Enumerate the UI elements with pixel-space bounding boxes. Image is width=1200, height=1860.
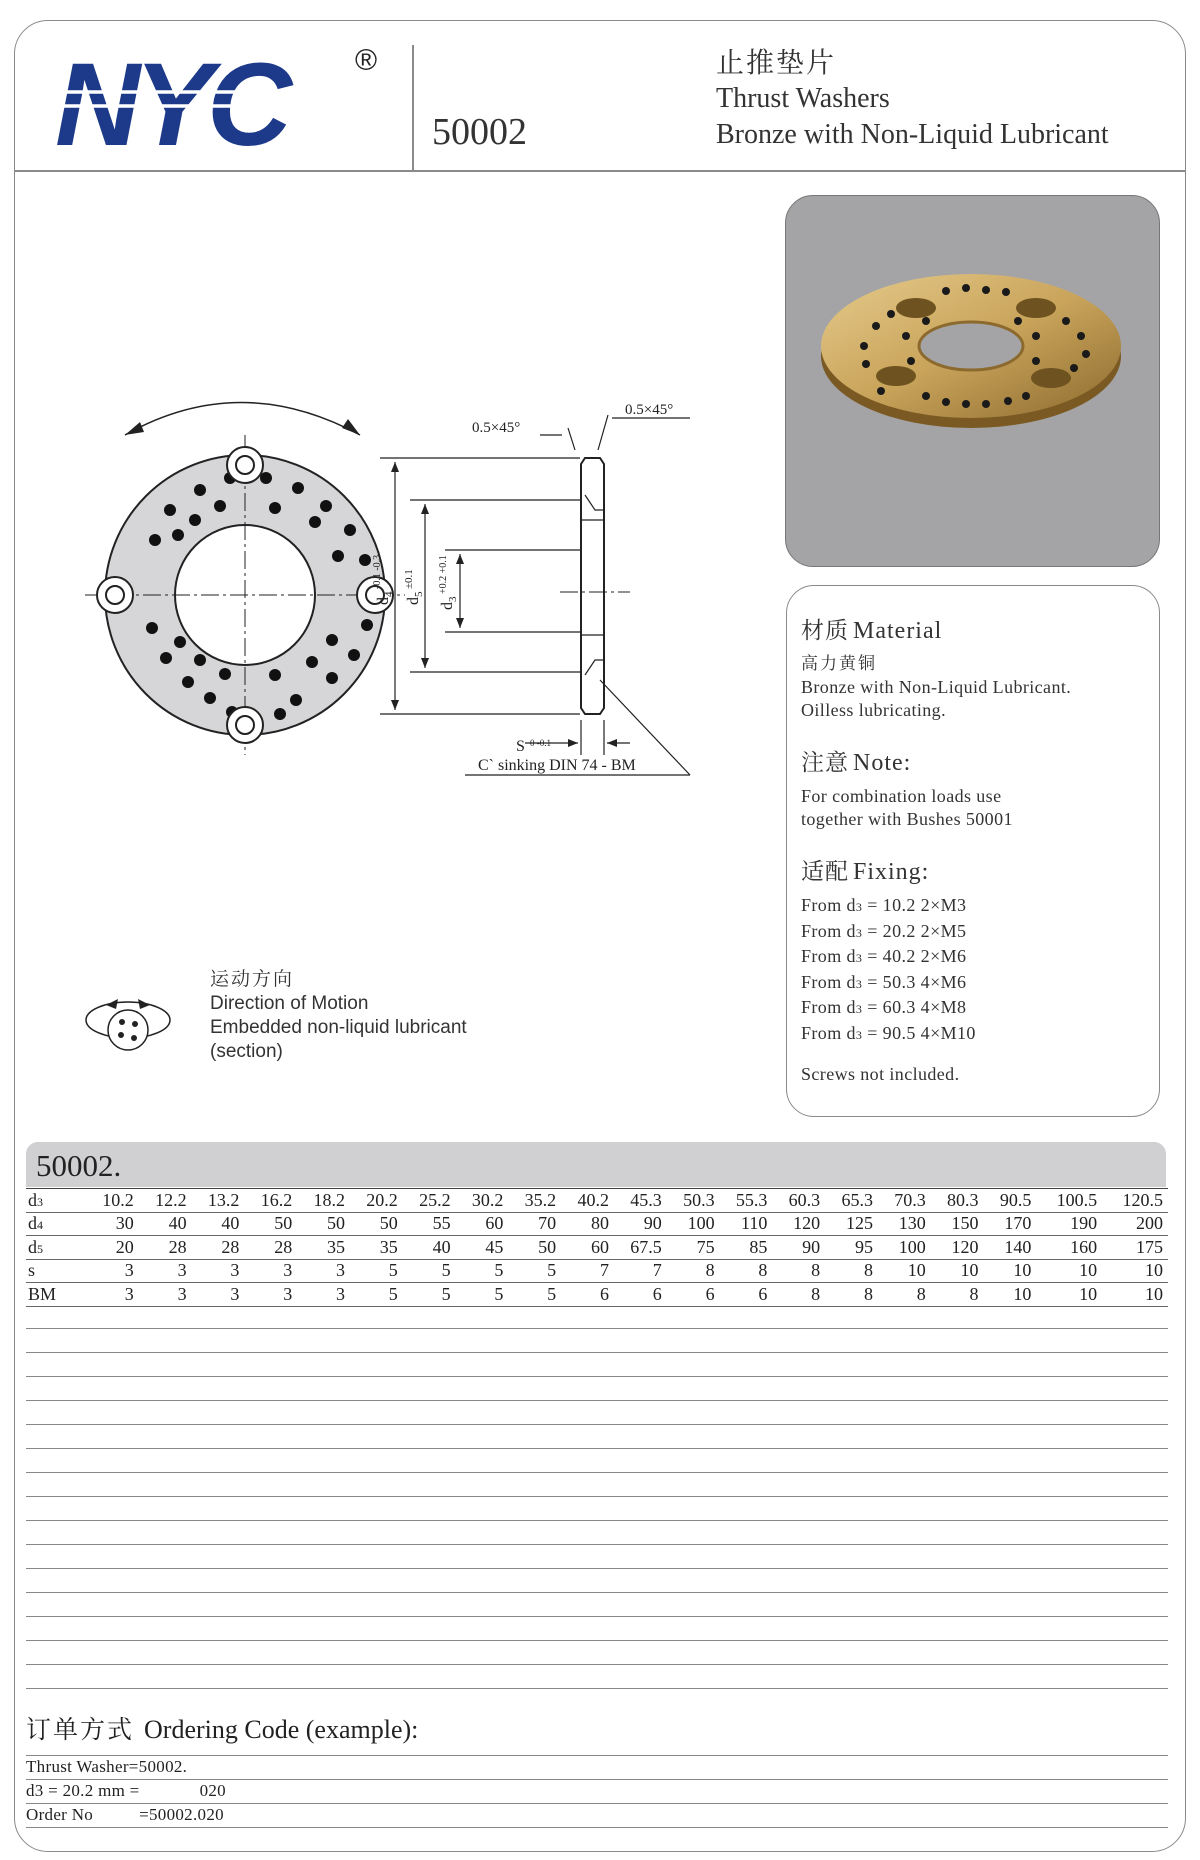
legend-chinese: 运动方向	[210, 969, 295, 990]
table-cell: 35	[297, 1236, 350, 1260]
table-cell: 175	[1102, 1236, 1168, 1260]
ordering-line-3: Order No =50002.020	[26, 1805, 224, 1824]
table-cell: 10	[984, 1283, 1037, 1307]
table-cell: 28	[139, 1236, 192, 1260]
note-heading: 注意 Note:	[801, 750, 912, 776]
table-cell: 5	[403, 1259, 456, 1283]
table-cell: 20.2	[350, 1189, 403, 1213]
svg-text:d4: $d_4$	[375, 591, 395, 605]
table-cell: 50	[350, 1212, 403, 1236]
table-header-bar	[26, 1142, 1166, 1187]
ordering-rule	[26, 1827, 1168, 1828]
svg-text:d5: $d_5$	[405, 591, 425, 605]
table-cell: 3	[297, 1259, 350, 1283]
blank-rule	[26, 1472, 1168, 1473]
table-cell: 10.2	[86, 1189, 139, 1213]
title-subtitle: Bronze with Non-Liquid Lubricant	[716, 119, 1109, 150]
table-cell: 130	[878, 1212, 931, 1236]
table-cell: 10	[1102, 1283, 1168, 1307]
table-cell: 20	[86, 1236, 139, 1260]
table-cell: 200	[1102, 1212, 1168, 1236]
table-cell: 35	[350, 1236, 403, 1260]
title-block	[716, 45, 1109, 153]
table-cell: 40	[403, 1236, 456, 1260]
blank-rule	[26, 1640, 1168, 1641]
note-line-1: For combination loads use	[801, 786, 1002, 806]
title-chinese: 止推垫片	[716, 46, 837, 79]
table-cell: 90	[772, 1236, 825, 1260]
table-cell: 10	[931, 1259, 984, 1283]
table-cell: 25.2	[403, 1189, 456, 1213]
table-cell: 5	[350, 1259, 403, 1283]
s-label: S	[516, 738, 525, 755]
table-cell: 120	[772, 1212, 825, 1236]
table-row	[26, 1189, 1168, 1213]
material-heading: 材质 Material	[801, 618, 943, 644]
row-label: d5	[26, 1236, 86, 1260]
table-cell: 150	[931, 1212, 984, 1236]
fixing-line: From d3 = 90.5 4×M10	[801, 1022, 976, 1043]
screws-note: Screws not included.	[801, 1064, 960, 1084]
table-cell: 80	[561, 1212, 614, 1236]
table-cell: 60	[561, 1236, 614, 1260]
blank-rule	[26, 1520, 1168, 1521]
material-line-2: Oilless lubricating.	[801, 700, 946, 720]
table-cell: 8	[825, 1283, 878, 1307]
table-cell: 7	[614, 1259, 667, 1283]
table-cell: 140	[984, 1236, 1037, 1260]
table-cell: 40	[139, 1212, 192, 1236]
table-cell: 50	[508, 1236, 561, 1260]
d5-label	[403, 569, 425, 605]
blank-rule	[26, 1352, 1168, 1353]
ordering-line-2: d3 = 20.2 mm = 020	[26, 1781, 226, 1800]
title-english: Thrust Washers	[716, 83, 890, 114]
table-cell: 40.2	[561, 1189, 614, 1213]
table-cell: 3	[244, 1259, 297, 1283]
ordering-rule	[26, 1755, 1168, 1756]
nyc-logo	[55, 40, 395, 160]
table-cell: 75	[667, 1236, 720, 1260]
blank-rule	[26, 1688, 1168, 1689]
table-cell: 6	[720, 1283, 773, 1307]
table-cell: 100	[878, 1236, 931, 1260]
table-cell: 55	[403, 1212, 456, 1236]
table-cell: 190	[1036, 1212, 1102, 1236]
table-cell: 5	[508, 1259, 561, 1283]
table-cell: 3	[192, 1283, 245, 1307]
table-cell: 28	[192, 1236, 245, 1260]
table-row	[26, 1212, 1168, 1236]
table-cell: 70.3	[878, 1189, 931, 1213]
material-section	[801, 612, 1145, 722]
fixing-line: From d3 = 40.2 2×M6	[801, 946, 967, 966]
table-cell: 10	[878, 1259, 931, 1283]
table-cell: 5	[456, 1283, 509, 1307]
svg-text:+0.2 +0.1: +0.2 +0.1	[438, 555, 449, 594]
note-line-2: together with Bushes 50001	[801, 809, 1013, 829]
table-cell: 45.3	[614, 1189, 667, 1213]
table-cell: 65.3	[825, 1189, 878, 1213]
table-row	[26, 1236, 1168, 1260]
table-cell: 10	[1036, 1283, 1102, 1307]
header-vertical-divider	[412, 45, 414, 170]
table-cell: 10	[984, 1259, 1037, 1283]
table-cell: 40	[192, 1212, 245, 1236]
arrow-left-icon	[125, 422, 144, 435]
table-cell: 30	[86, 1212, 139, 1236]
spec-table	[26, 1188, 1168, 1307]
material-line-1: Bronze with Non-Liquid Lubricant.	[801, 677, 1072, 697]
table-cell: 50	[244, 1212, 297, 1236]
fixing-heading: 适配 Fixing:	[801, 859, 930, 885]
s-tolerance: 0 -0.1	[530, 738, 551, 748]
logo-text: NYC	[55, 40, 287, 160]
table-cell: 110	[720, 1212, 773, 1236]
table-cell: 120	[931, 1236, 984, 1260]
table-cell: 100.5	[1036, 1189, 1102, 1213]
table-cell: 50.3	[667, 1189, 720, 1213]
table-cell: 3	[192, 1259, 245, 1283]
table-cell: 7	[561, 1259, 614, 1283]
product-photo	[785, 195, 1160, 567]
ordering-rule	[26, 1779, 1168, 1780]
table-cell: 60.3	[772, 1189, 825, 1213]
table-cell: 30.2	[456, 1189, 509, 1213]
table-cell: 70	[508, 1212, 561, 1236]
table-cell: 3	[86, 1283, 139, 1307]
note-section	[801, 744, 1145, 831]
fixing-line: From d3 = 60.3 4×M8	[801, 997, 967, 1017]
motion-legend-text	[210, 968, 467, 1064]
header-divider	[14, 170, 1186, 172]
table-cell: 5	[350, 1283, 403, 1307]
table-cell: 90	[614, 1212, 667, 1236]
table-row	[26, 1283, 1168, 1307]
table-cell: 10	[1102, 1259, 1168, 1283]
table-cell: 5	[456, 1259, 509, 1283]
fixing-line: From d3 = 20.2 2×M5	[801, 920, 967, 941]
table-cell: 8	[720, 1259, 773, 1283]
washer-front-view	[85, 435, 405, 755]
table-cell: 55.3	[720, 1189, 773, 1213]
table-cell: 170	[984, 1212, 1037, 1236]
blank-rule	[26, 1424, 1168, 1425]
model-number: 50002	[432, 111, 527, 153]
blank-rule	[26, 1496, 1168, 1497]
sinking-label: C` sinking DIN 74 - BM	[478, 757, 636, 774]
table-cell: 16.2	[244, 1189, 297, 1213]
d3-label	[438, 555, 459, 610]
table-cell: 13.2	[192, 1189, 245, 1213]
blank-rule	[26, 1616, 1168, 1617]
blank-rule	[26, 1592, 1168, 1593]
table-row	[26, 1259, 1168, 1283]
legend-line-1: Direction of Motion	[210, 993, 369, 1014]
table-cell: 18.2	[297, 1189, 350, 1213]
chamfer-left-label: 0.5×45°	[472, 420, 521, 436]
registered-mark: ®	[355, 44, 378, 77]
table-cell: 125	[825, 1212, 878, 1236]
ordering-title: 订单方式 Ordering Code (example):	[26, 1715, 419, 1744]
ordering-rule	[26, 1803, 1168, 1804]
table-cell: 3	[139, 1259, 192, 1283]
blank-rule	[26, 1568, 1168, 1569]
table-cell: 60	[456, 1212, 509, 1236]
table-cell: 67.5	[614, 1236, 667, 1260]
table-cell: 90.5	[984, 1189, 1037, 1213]
table-cell: 8	[667, 1259, 720, 1283]
svg-text:-0.1 -0.3: -0.1 -0.3	[372, 554, 383, 589]
info-panel	[786, 585, 1160, 1117]
table-cell: 95	[825, 1236, 878, 1260]
fixing-line: From d3 = 10.2 2×M3	[801, 895, 967, 915]
table-cell: 3	[297, 1283, 350, 1307]
table-title: 50002.	[36, 1148, 122, 1183]
table-cell: 6	[561, 1283, 614, 1307]
washer-section-view	[560, 458, 630, 714]
table-cell: 8	[772, 1283, 825, 1307]
table-cell: 8	[931, 1283, 984, 1307]
chamfer-right-label: 0.5×45°	[625, 402, 674, 418]
table-cell: 3	[139, 1283, 192, 1307]
svg-text:±0.1: ±0.1	[403, 569, 415, 589]
table-cell: 50	[297, 1212, 350, 1236]
legend-line-3: (section)	[210, 1041, 283, 1062]
table-cell: 8	[772, 1259, 825, 1283]
table-cell: 10	[1036, 1259, 1102, 1283]
row-label: d4	[26, 1212, 86, 1236]
table-cell: 80.3	[931, 1189, 984, 1213]
table-cell: 85	[720, 1236, 773, 1260]
blank-rule	[26, 1664, 1168, 1665]
table-cell: 5	[403, 1283, 456, 1307]
table-cell: 8	[878, 1283, 931, 1307]
fixing-line: From d3 = 50.3 4×M6	[801, 971, 967, 992]
row-label: d3	[26, 1189, 86, 1213]
washer-render	[786, 196, 1160, 567]
blank-rule	[26, 1400, 1168, 1401]
table-cell: 3	[86, 1259, 139, 1283]
table-cell: 6	[614, 1283, 667, 1307]
motion-arc	[125, 403, 360, 436]
table-cell: 6	[667, 1283, 720, 1307]
table-cell: 3	[244, 1283, 297, 1307]
svg-text:d3: $d_3$	[439, 596, 459, 610]
fixing-section	[801, 853, 1145, 1086]
table-cell: 35.2	[508, 1189, 561, 1213]
row-label: BM	[26, 1283, 86, 1307]
blank-rule	[26, 1328, 1168, 1329]
table-cell: 28	[244, 1236, 297, 1260]
ordering-line-1: Thrust Washer=50002.	[26, 1757, 188, 1776]
table-cell: 45	[456, 1236, 509, 1260]
arrow-right-icon	[342, 419, 360, 435]
dimension-lines	[380, 415, 690, 775]
blank-rule	[26, 1544, 1168, 1545]
table-cell: 100	[667, 1212, 720, 1236]
material-line-cn: 高力黄铜	[801, 654, 877, 674]
row-label: s	[26, 1259, 86, 1283]
blank-rule	[26, 1376, 1168, 1377]
technical-drawing	[70, 370, 720, 840]
table-cell: 5	[508, 1283, 561, 1307]
legend-line-2: Embedded non-liquid lubricant	[210, 1017, 467, 1038]
table-cell: 160	[1036, 1236, 1102, 1260]
blank-rule	[26, 1448, 1168, 1449]
table-cell: 120.5	[1102, 1189, 1168, 1213]
table-cell: 8	[825, 1259, 878, 1283]
table-cell: 12.2	[139, 1189, 192, 1213]
